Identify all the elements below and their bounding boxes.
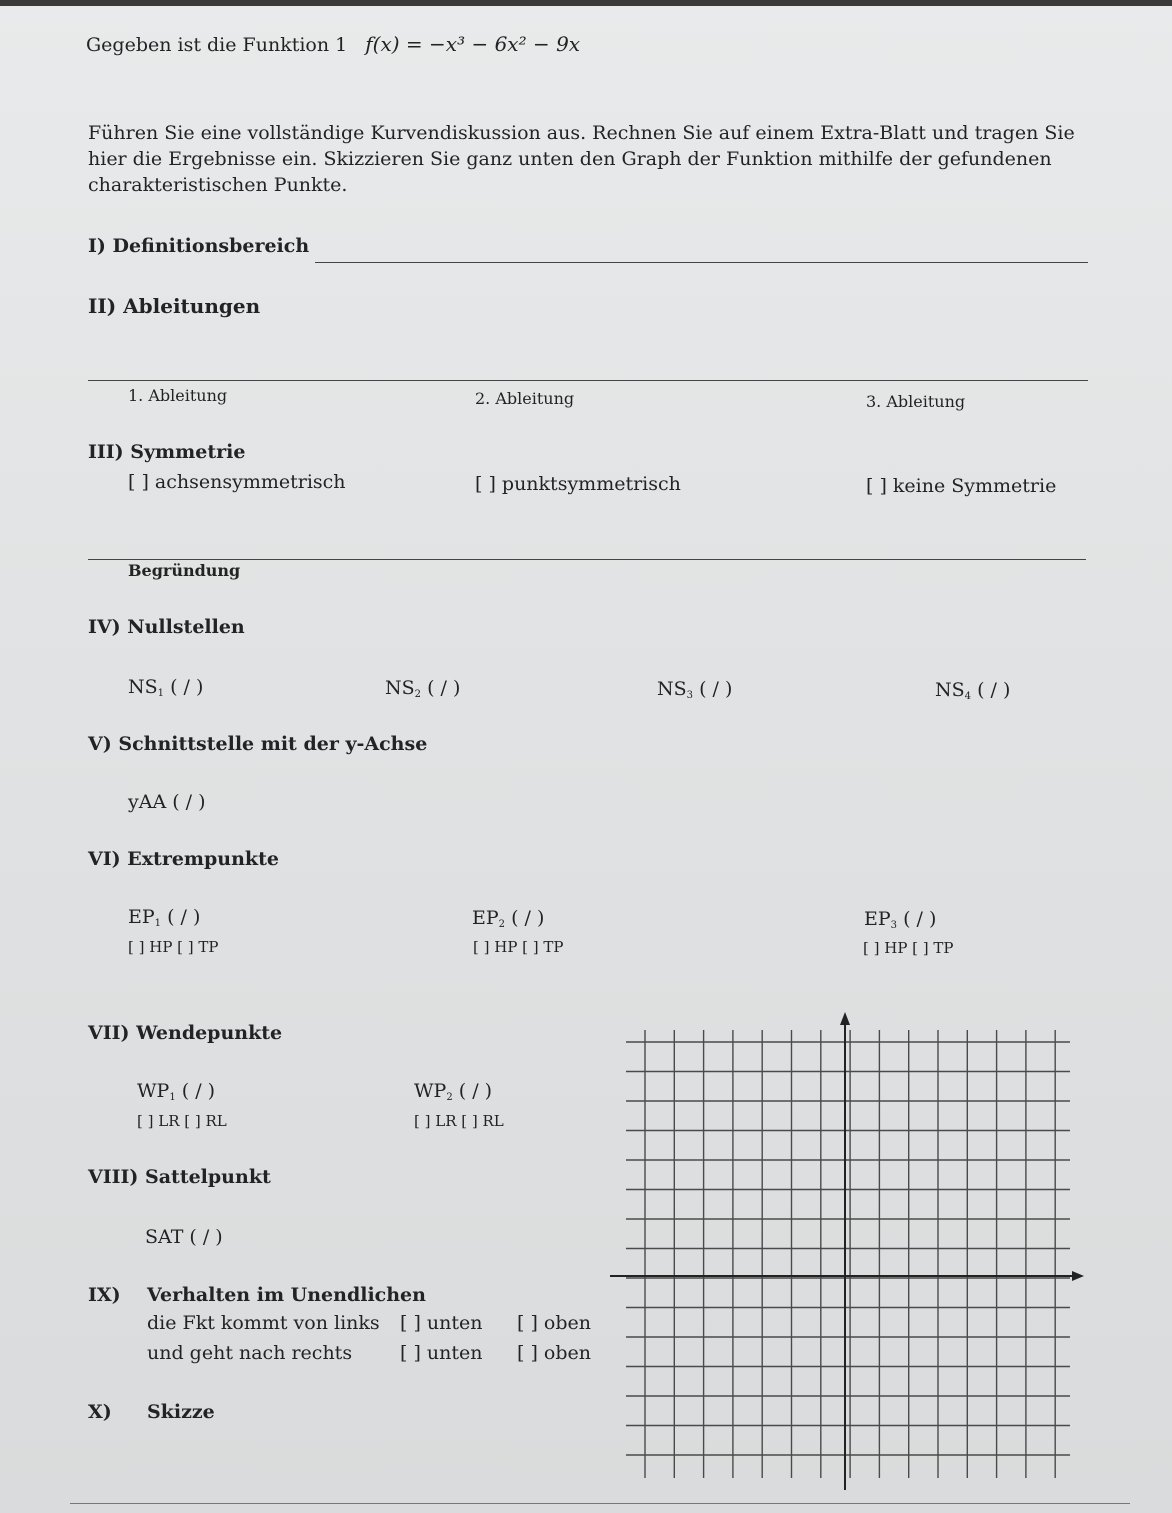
- checkbox-links-oben[interactable]: [ ] oben: [517, 1312, 591, 1334]
- grid-lines: [626, 1030, 1070, 1478]
- nullstelle-1[interactable]: $NS_1$ ( / ): [128, 676, 204, 699]
- section-extrempunkte: VI) Extrempunkte: [88, 848, 279, 870]
- bottom-rule: [70, 1503, 1130, 1504]
- checkbox-achsensymmetrisch[interactable]: [ ] achsensymmetrisch: [128, 471, 346, 493]
- section-skizze-title: Skizze: [147, 1401, 215, 1423]
- extrempunkt-3-type[interactable]: [ ] HP [ ] TP: [863, 939, 954, 957]
- checkbox-rechts-unten[interactable]: [ ] unten: [400, 1342, 483, 1364]
- x-axis-arrow-icon: [1072, 1271, 1084, 1281]
- section-unendlich-title: Verhalten im Unendlichen: [147, 1284, 426, 1306]
- checkbox-rechts-oben[interactable]: [ ] oben: [517, 1342, 591, 1364]
- section-unendlich-number: IX): [88, 1284, 121, 1306]
- section-wendepunkte: VII) Wendepunkte: [88, 1022, 283, 1044]
- function-formula: f(x) = −x³ − 6x² − 9x: [365, 32, 581, 56]
- extrempunkt-1[interactable]: $EP_1$ ( / ): [128, 906, 201, 929]
- extrempunkt-1-type[interactable]: [ ] HP [ ] TP: [128, 938, 219, 956]
- checkbox-keine-symmetrie[interactable]: [ ] keine Symmetrie: [866, 475, 1057, 497]
- wendepunkt-2-type[interactable]: [ ] LR [ ] RL: [414, 1112, 504, 1130]
- checkbox-links-unten[interactable]: [ ] unten: [400, 1312, 483, 1334]
- label-ableitung-1: 1. Ableitung: [128, 386, 228, 405]
- section-skizze-number: X): [88, 1401, 112, 1423]
- section-ableitungen: II) Ableitungen: [88, 294, 261, 318]
- label-ableitung-2: 2. Ableitung: [475, 389, 575, 408]
- section-nullstellen: IV) Nullstellen: [88, 616, 245, 638]
- wendepunkt-1-type[interactable]: [ ] LR [ ] RL: [137, 1112, 227, 1130]
- sketch-grid[interactable]: [600, 1008, 1090, 1492]
- begruendung-answer-line[interactable]: [88, 559, 1086, 560]
- section-symmetrie: III) Symmetrie: [88, 441, 246, 463]
- nullstelle-2[interactable]: $NS_2$ ( / ): [385, 677, 461, 700]
- y-axis-arrow-icon: [840, 1012, 850, 1025]
- top-edge: [0, 0, 1172, 6]
- extrempunkt-2-type[interactable]: [ ] HP [ ] TP: [473, 938, 564, 956]
- ableitungen-answer-line[interactable]: [88, 380, 1088, 381]
- label-begruendung: Begründung: [128, 561, 241, 580]
- section-definitionsbereich: I) Definitionsbereich: [88, 235, 310, 257]
- nullstelle-3[interactable]: $NS_3$ ( / ): [657, 678, 733, 701]
- instructions-paragraph: Führen Sie eine vollständige Kurvendiskussion aus. Rechnen Sie auf einem Extra-Blatt und tragen Sie hier die Ergebnisse ein. Skizzieren Sie ganz unten den Graph der Funktion mithilfe der gefundenen charakteristischen Punkte.: [88, 122, 1075, 196]
- intro-text: Gegeben ist die Funktion 1 f(x) = −x³ − 6x² − 9x: [86, 32, 581, 56]
- extrempunkt-2[interactable]: $EP_2$ ( / ): [472, 907, 545, 930]
- wendepunkt-2[interactable]: $WP_2$ ( / ): [414, 1080, 493, 1103]
- checkbox-punktsymmetrisch[interactable]: [ ] punktsymmetrisch: [475, 473, 681, 495]
- definitionsbereich-answer-line[interactable]: [315, 262, 1088, 263]
- label-ableitung-3: 3. Ableitung: [866, 392, 966, 411]
- extrempunkt-3[interactable]: $EP_3$ ( / ): [864, 908, 937, 931]
- sattelpunkt[interactable]: SAT ( / ): [145, 1226, 223, 1248]
- section-y-achse: V) Schnittstelle mit der y-Achse: [88, 733, 428, 755]
- wendepunkt-1[interactable]: $WP_1$ ( / ): [137, 1080, 216, 1103]
- nullstelle-4[interactable]: $NS_4$ ( / ): [935, 679, 1011, 702]
- label-kommt-von-links: die Fkt kommt von links: [147, 1312, 380, 1334]
- section-sattelpunkt: VIII) Sattelpunkt: [88, 1166, 271, 1188]
- label-geht-nach-rechts: und geht nach rechts: [147, 1342, 353, 1364]
- y-achsenabschnitt[interactable]: yAA ( / ): [128, 791, 206, 813]
